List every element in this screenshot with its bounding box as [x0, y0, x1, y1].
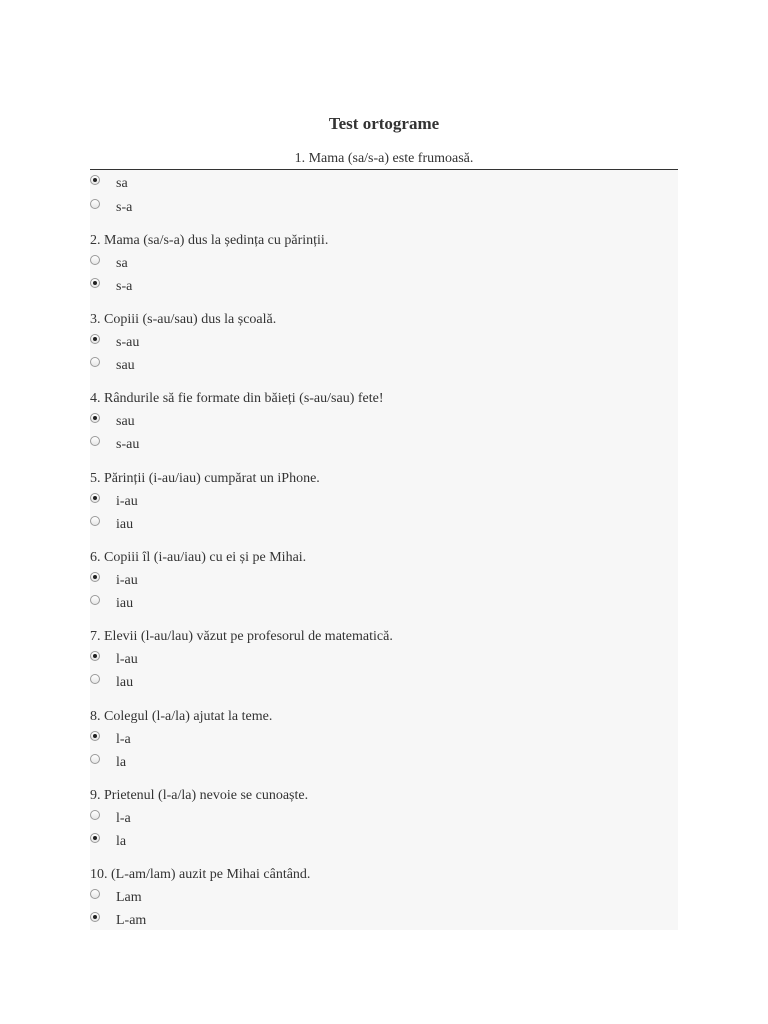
option-label: sa — [116, 256, 128, 271]
question-10-text: 10. (L-am/lam) auzit pe Mihai cântând. — [90, 867, 311, 882]
option-q4-a[interactable] — [90, 413, 390, 431]
radio-button-icon[interactable] — [90, 572, 100, 582]
option-q5-b[interactable] — [90, 516, 390, 534]
option-label: iau — [116, 517, 134, 532]
question-5-text: 5. Părinții (i-au/iau) cumpărat un iPhone. — [90, 471, 320, 486]
question-9-text: 9. Prietenul (l-a/la) nevoie se cunoaște. — [90, 788, 309, 803]
option-q7-b[interactable] — [90, 674, 390, 692]
radio-button-icon[interactable] — [90, 199, 100, 209]
option-q1-b[interactable] — [90, 199, 390, 217]
radio-button-icon[interactable] — [90, 357, 100, 367]
option-label: Lam — [116, 890, 142, 905]
option-q7-a[interactable] — [90, 651, 390, 669]
option-label: la — [116, 755, 127, 770]
option-label: iau — [116, 596, 134, 611]
option-label: sau — [116, 358, 135, 373]
option-label: la — [116, 834, 127, 849]
page-title: Test ortograme — [328, 114, 440, 133]
option-q3-a[interactable] — [90, 334, 390, 352]
radio-button-icon[interactable] — [90, 674, 100, 684]
radio-button-icon[interactable] — [90, 754, 100, 764]
question-6-text: 6. Copiii îl (i-au/iau) cu ei și pe Mihai. — [90, 550, 307, 565]
radio-button-icon[interactable] — [90, 493, 100, 503]
option-q9-a[interactable] — [90, 810, 390, 828]
radio-button-icon[interactable] — [90, 516, 100, 526]
radio-button-icon[interactable] — [90, 651, 100, 661]
option-q5-a[interactable] — [90, 493, 390, 511]
option-label: s-au — [116, 437, 140, 452]
option-label: s-a — [116, 279, 133, 294]
radio-button-icon[interactable] — [90, 175, 100, 185]
option-label: lau — [116, 675, 134, 690]
option-q6-a[interactable] — [90, 572, 390, 590]
radio-button-icon[interactable] — [90, 436, 100, 446]
option-label: sa — [116, 176, 128, 191]
option-label: l-a — [116, 732, 131, 747]
question-4-text: 4. Rândurile să fie formate din băieți (s-au/sau) fete! — [90, 391, 384, 406]
radio-button-icon[interactable] — [90, 810, 100, 820]
question-8-text: 8. Colegul (l-a/la) ajutat la teme. — [90, 709, 273, 724]
option-q3-b[interactable] — [90, 357, 390, 375]
radio-button-icon[interactable] — [90, 278, 100, 288]
option-q2-a[interactable] — [90, 255, 390, 273]
option-q6-b[interactable] — [90, 595, 390, 613]
option-q2-b[interactable] — [90, 278, 390, 296]
option-q8-b[interactable] — [90, 754, 390, 772]
option-q10-b[interactable] — [90, 912, 390, 930]
question-3-text: 3. Copiii (s-au/sau) dus la școală. — [90, 312, 277, 327]
option-label: l-au — [116, 652, 138, 667]
option-q4-b[interactable] — [90, 436, 390, 454]
option-q10-a[interactable] — [90, 889, 390, 907]
option-label: i-au — [116, 573, 138, 588]
option-label: i-au — [116, 494, 138, 509]
radio-button-icon[interactable] — [90, 833, 100, 843]
option-label: l-a — [116, 811, 131, 826]
question-1-text: 1. Mama (sa/s-a) este frumoasă. — [294, 151, 474, 166]
radio-button-icon[interactable] — [90, 912, 100, 922]
option-q9-b[interactable] — [90, 833, 390, 851]
radio-button-icon[interactable] — [90, 889, 100, 899]
option-label: L-am — [116, 913, 147, 928]
option-label: s-a — [116, 200, 133, 215]
radio-button-icon[interactable] — [90, 255, 100, 265]
option-label: s-au — [116, 335, 140, 350]
option-q8-a[interactable] — [90, 731, 390, 749]
radio-button-icon[interactable] — [90, 413, 100, 423]
radio-button-icon[interactable] — [90, 595, 100, 605]
option-label: sau — [116, 414, 135, 429]
question-2-text: 2. Mama (sa/s-a) dus la ședința cu părinții. — [90, 233, 329, 248]
option-q1-a[interactable] — [90, 175, 390, 193]
radio-button-icon[interactable] — [90, 731, 100, 741]
question-7-text: 7. Elevii (l-au/lau) văzut pe profesorul de matematică. — [90, 629, 393, 644]
quiz-body — [90, 169, 678, 930]
radio-button-icon[interactable] — [90, 334, 100, 344]
